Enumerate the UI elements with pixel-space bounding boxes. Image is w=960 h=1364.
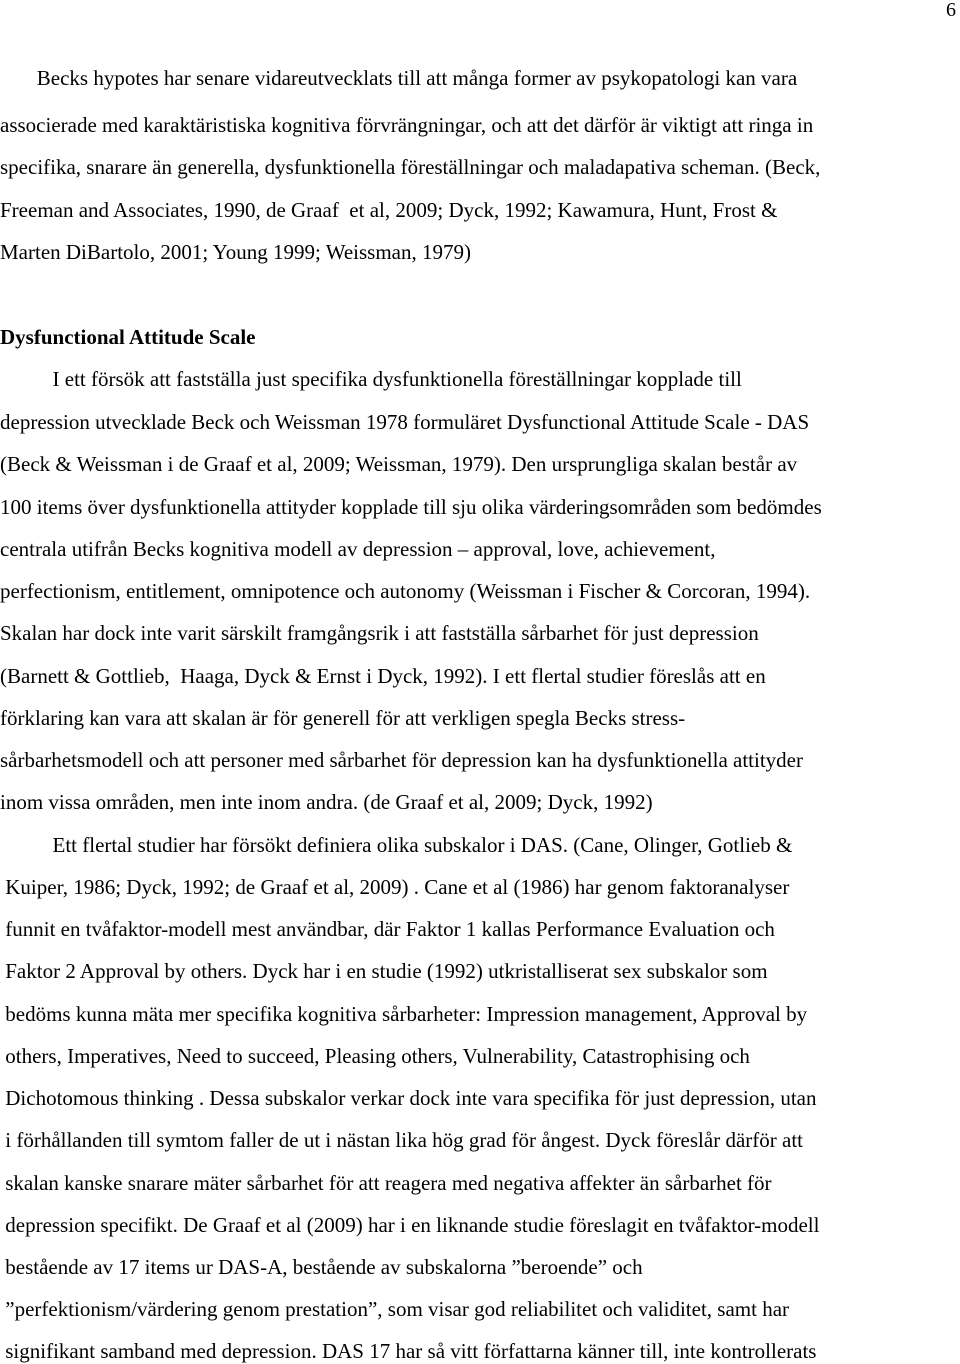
text-line: bedöms kunna mäta mer specifika kognitiva sårbarheter: Impression management, Approval by: [0, 1002, 808, 1026]
text-line: Faktor 2 Approval by others. Dyck har i en studie (1992) utkristalliserat sex subskalor som: [0, 959, 768, 983]
text-line: perfectionism, entitlement, omnipotence och autonomy (Weissman i Fischer & Corcoran, 1994).: [0, 579, 811, 603]
text-line: others, Imperatives, Need to succeed, Pleasing others, Vulnerability, Catastrophising och: [0, 1044, 750, 1068]
text-line: depression utvecklade Beck och Weissman 1978 formuläret Dysfunctional Attitude Scale - DAS: [0, 410, 810, 434]
text-line: Skalan har dock inte varit särskilt framgångsrik i att fastställa sårbarhet för just depression: [0, 621, 759, 645]
text-line: Freeman and Associates, 1990, de Graaf et al, 2009; Dyck, 1992; Kawamura, Hunt, Frost &: [0, 198, 778, 222]
text-line: i förhållanden till symtom faller de ut i nästan lika hög grad för ångest. Dyck föreslår därför att: [0, 1128, 803, 1152]
section-heading: Dysfunctional Attitude Scale: [0, 325, 256, 349]
text-line: förklaring kan vara att skalan är för generell för att verkligen spegla Becks stress-: [0, 706, 686, 730]
text-line: Kuiper, 1986; Dyck, 1992; de Graaf et al, 2009) . Cane et al (1986) har genom faktoranalyser: [0, 875, 790, 899]
page-number: 6: [946, 0, 956, 21]
text-line: bestående av 17 items ur DAS-A, bestående av subskalorna ”beroende” och: [0, 1255, 643, 1279]
text-line: skalan kanske snarare mäter sårbarhet för att reagera med negativa affekter än sårbarhet för: [0, 1171, 772, 1195]
text-line: funnit en tvåfaktor-modell mest användbar, där Faktor 1 kallas Performance Evaluation och: [0, 917, 775, 941]
text-line: signifikant samband med depression. DAS 17 har så vitt författarna känner till, inte kontrollerats: [0, 1339, 817, 1363]
text-line: (Barnett & Gottlieb, Haaga, Dyck & Ernst i Dyck, 1992). I ett flertal studier föreslås att en: [0, 664, 766, 688]
text-line: Marten DiBartolo, 2001; Young 1999; Weissman, 1979): [0, 240, 471, 264]
text-line: centrala utifrån Becks kognitiva modell av depression – approval, love, achievement,: [0, 537, 716, 561]
text-line: depression specifikt. De Graaf et al (2009) har i en liknande studie föreslagit en tvåfaktor-modell: [0, 1213, 820, 1237]
text-line: Ett flertal studier har försökt definiera olika subskalor i DAS. (Cane, Olinger, Gotlieb &: [0, 833, 793, 857]
text-line: I ett försök att fastställa just specifika dysfunktionella föreställningar kopplade till: [0, 367, 742, 391]
text-line: sårbarhetsmodell och att personer med sårbarhet för depression kan ha dysfunktionella attityder: [0, 748, 803, 772]
text-line: specifika, snarare än generella, dysfunktionella föreställningar och maladapativa scheman. (Beck,: [0, 155, 821, 179]
text-line: ”perfektionism/värdering genom prestation”, som visar god reliabilitet och validitet, samt har: [0, 1297, 790, 1321]
text-line: 100 items över dysfunktionella attityder kopplade till sju olika värderingsområden som bedömdes: [0, 495, 822, 519]
text-line: inom vissa områden, men inte inom andra. (de Graaf et al, 2009; Dyck, 1992): [0, 790, 653, 814]
text-line: (Beck & Weissman i de Graaf et al, 2009; Weissman, 1979). Den ursprungliga skalan består av: [0, 452, 798, 476]
text-line: Becks hypotes har senare vidareutvecklats till att många former av psykopatologi kan vara: [0, 66, 798, 90]
text-line: Dichotomous thinking . Dessa subskalor verkar dock inte vara specifika för just depression, utan: [0, 1086, 817, 1110]
text-line: associerade med karaktäristiska kognitiva förvrängningar, och att det därför är viktigt att ringa in: [0, 113, 814, 137]
